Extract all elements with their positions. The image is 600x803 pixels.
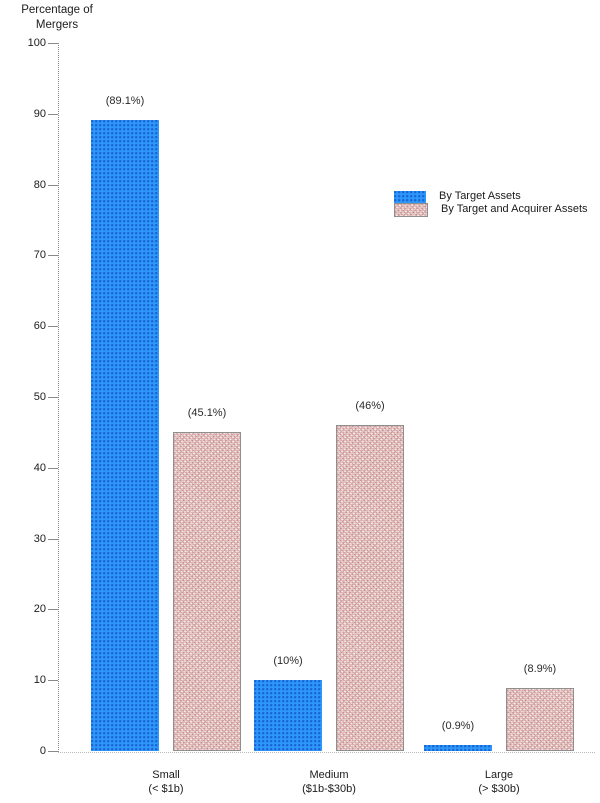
x-category-name: Medium (309, 769, 349, 781)
bar-target-assets-medium (254, 680, 322, 751)
x-category-range: (< $1b) (148, 783, 184, 795)
y-tick (48, 751, 58, 752)
y-tick (48, 43, 58, 44)
y-tick-label: 50 (33, 391, 46, 403)
y-tick (48, 397, 58, 398)
bar-target-assets-large (424, 745, 492, 751)
y-axis-title (6, 3, 108, 33)
y-tick-label: 0 (39, 745, 46, 757)
y-tick-label: 30 (33, 533, 46, 545)
x-category-range: ($1b-$30b) (302, 783, 356, 795)
y-tick (48, 680, 58, 681)
x-category-label-large (424, 768, 574, 796)
legend-row-target-acquirer-assets (394, 203, 588, 216)
y-tick (48, 468, 58, 469)
x-category-range: (> $30b) (478, 783, 520, 795)
x-category-name: Large (484, 769, 514, 781)
y-tick-label: 10 (33, 674, 46, 686)
bar-value-label: (89.1%) (105, 95, 145, 107)
y-tick-label: 100 (27, 37, 46, 49)
y-tick-label: 60 (33, 320, 46, 332)
legend-label-target-assets: By Target Assets (439, 190, 521, 202)
bar-value-label: (10%) (273, 655, 303, 667)
y-tick (48, 185, 58, 186)
bar-value-label: (8.9%) (523, 663, 557, 675)
legend (394, 190, 588, 216)
y-axis-title-line2: Mergers (35, 19, 79, 31)
bar-target-acquirer-assets-medium (336, 425, 404, 751)
x-category-name: Small (152, 769, 180, 781)
y-axis-title-line1: Percentage of (21, 4, 93, 16)
x-axis-baseline (58, 752, 595, 753)
y-tick-label: 70 (33, 249, 46, 261)
y-tick (48, 539, 58, 540)
y-tick (48, 609, 58, 610)
y-tick (48, 114, 58, 115)
bar-value-label: (0.9%) (441, 720, 475, 732)
bar-target-assets-small (91, 120, 159, 751)
y-tick-label: 20 (33, 603, 46, 615)
y-axis-line (58, 43, 59, 752)
bar-target-acquirer-assets-small (173, 432, 241, 751)
y-tick-label: 40 (33, 462, 46, 474)
bar-value-label: (46%) (355, 400, 385, 412)
x-category-label-small (91, 768, 241, 796)
legend-row-target-assets (394, 190, 588, 203)
y-tick (48, 326, 58, 327)
bar-value-label: (45.1%) (187, 407, 227, 419)
legend-swatch-blue-icon (394, 191, 426, 203)
x-category-label-medium (254, 768, 404, 796)
bar-target-acquirer-assets-large (506, 688, 574, 751)
legend-label-target-acquirer-assets: By Target and Acquirer Assets (441, 203, 588, 215)
y-tick (48, 255, 58, 256)
y-tick-label: 90 (33, 108, 46, 120)
y-tick-label: 80 (33, 179, 46, 191)
legend-swatch-pink-icon (394, 203, 428, 217)
